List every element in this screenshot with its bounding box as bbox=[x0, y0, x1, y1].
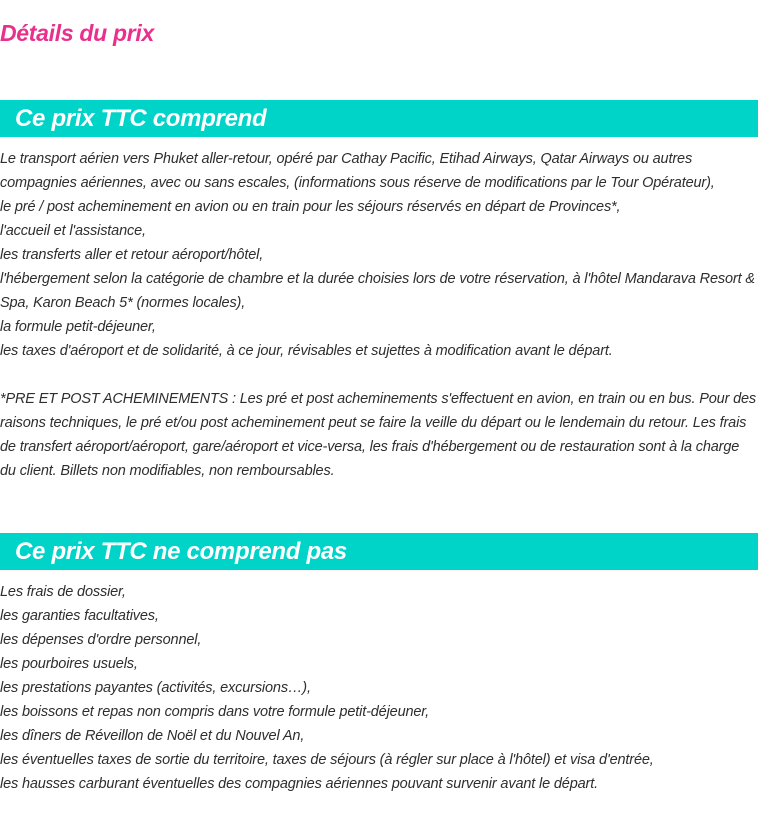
includes-line: les taxes d'aéroport et de solidarité, à ce jour, révisables et sujettes à modification avant le départ. bbox=[0, 343, 613, 359]
includes-line: l'accueil et l'assistance, bbox=[0, 223, 146, 239]
excludes-list bbox=[0, 580, 758, 796]
excludes-line: les boissons et repas non compris dans votre formule petit-déjeuner, bbox=[0, 704, 430, 720]
excludes-line: les prestations payantes (activités, excursions…), bbox=[0, 680, 311, 696]
excludes-line: les dépenses d'ordre personnel, bbox=[0, 632, 202, 648]
page-title: Détails du prix bbox=[0, 20, 154, 46]
excludes-line: les dîners de Réveillon de Noël et du Nouvel An, bbox=[0, 728, 305, 744]
includes-line: Le transport aérien vers Phuket aller-retour, opéré par Cathay Pacific, Etihad Airways, Qatar Airways ou autres bbox=[0, 151, 693, 167]
includes-line: l'hébergement selon la catégorie de chambre et la durée choisies lors de votre réservation, à l'hôtel Mandarava Resort & bbox=[0, 271, 755, 287]
includes-line: les transferts aller et retour aéroport/hôtel, bbox=[0, 247, 264, 263]
includes-line: la formule petit-déjeuner, bbox=[0, 319, 156, 335]
excludes-heading: Ce prix TTC ne comprend pas bbox=[0, 533, 758, 570]
includes-line: compagnies aériennes, avec ou sans escales, (informations sous réserve de modifications par le Tour Opérateur), bbox=[0, 175, 715, 191]
includes-list bbox=[0, 147, 758, 363]
note-line: du client. Billets non modifiables, non remboursables. bbox=[0, 463, 335, 479]
note-line: de transfert aéroport/aéroport, gare/aéroport et vice-versa, les frais d'hébergement ou de restauration sont à la charge bbox=[0, 439, 740, 455]
includes-line: Spa, Karon Beach 5* (normes locales), bbox=[0, 295, 246, 311]
includes-line: le pré / post acheminement en avion ou en train pour les séjours réservés en départ de Provinces*, bbox=[0, 199, 621, 215]
excludes-line: les éventuelles taxes de sortie du territoire, taxes de séjours (à régler sur place à l'hôtel) et visa d'entrée, bbox=[0, 752, 654, 768]
excludes-line: les hausses carburant éventuelles des compagnies aériennes pouvant survenir avant le départ. bbox=[0, 776, 598, 792]
includes-heading: Ce prix TTC comprend bbox=[0, 100, 758, 137]
acheminement-note bbox=[0, 387, 758, 483]
note-line: *PRE ET POST ACHEMINEMENTS : Les pré et post acheminements s'effectuent en avion, en train ou en bus. Pour des bbox=[0, 391, 757, 407]
excludes-line: Les frais de dossier, bbox=[0, 584, 126, 600]
excludes-line: les pourboires usuels, bbox=[0, 656, 138, 672]
note-line: raisons techniques, le pré et/ou post acheminement peut se faire la veille du départ ou le lendemain du retour. Les frais bbox=[0, 415, 747, 431]
excludes-line: les garanties facultatives, bbox=[0, 608, 159, 624]
